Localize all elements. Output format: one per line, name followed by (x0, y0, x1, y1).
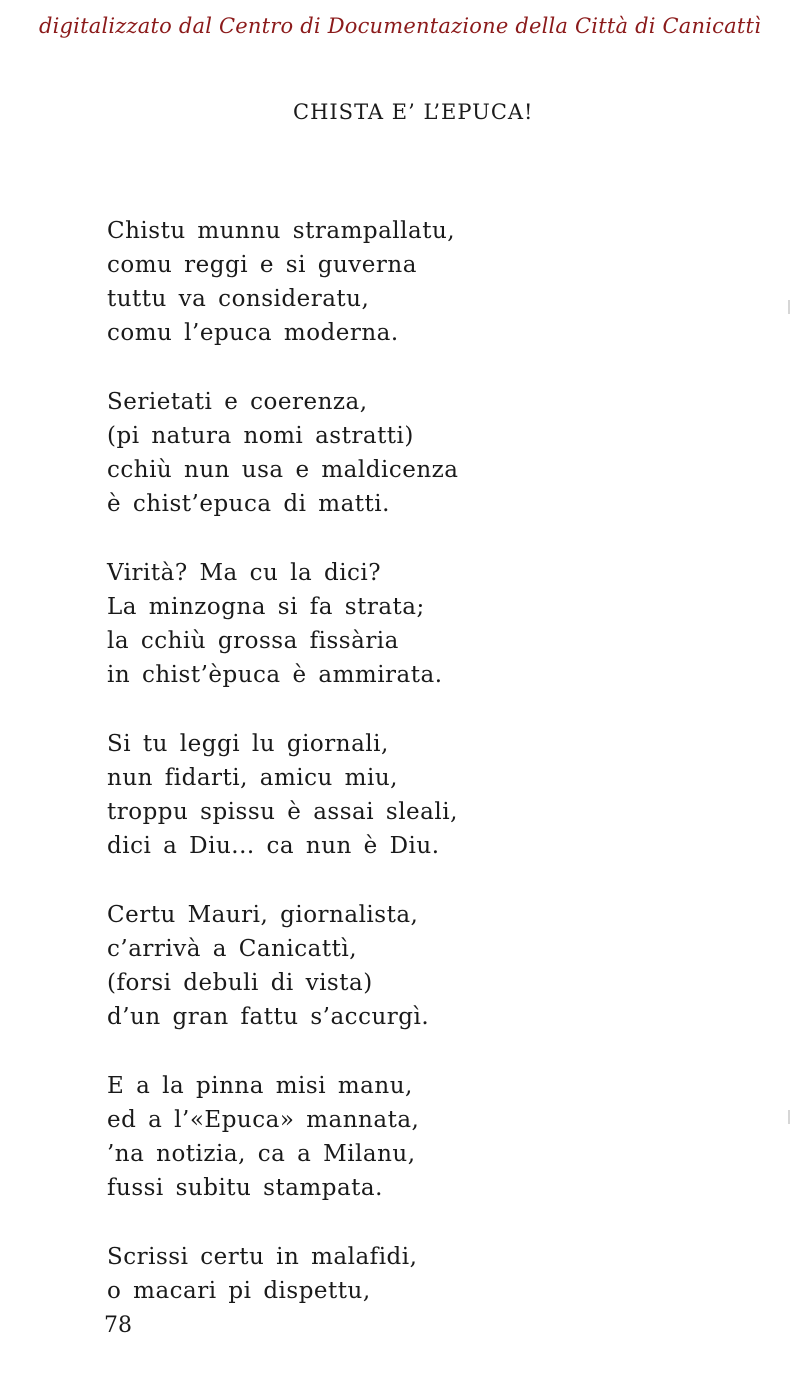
scan-edge-mark (788, 1110, 790, 1124)
poem-body (107, 214, 707, 1343)
stanza (107, 1069, 707, 1205)
poem-line: la cchiù grossa fissària (107, 628, 399, 654)
poem-line: d’un gran fattu s’accurgì. (107, 1004, 430, 1030)
poem-title: CHISTA E’ L’EPUCA! (293, 100, 534, 124)
poem-line: in chist’èpuca è ammirata. (107, 662, 443, 688)
poem-line: o macari pi dispettu, (107, 1278, 371, 1304)
poem-line: dici a Diu... ca nun è Diu. (107, 833, 440, 859)
stanza (107, 385, 707, 521)
poem-line: Serietati e coerenza, (107, 389, 368, 415)
poem-line: Chistu munnu strampallatu, (107, 218, 456, 244)
poem-line: Si tu leggi lu giornali, (107, 731, 389, 757)
poem-line: ’na notizia, ca a Milanu, (107, 1141, 416, 1167)
poem-line: cchiù nun usa e maldicenza (107, 457, 459, 483)
stanza (107, 1240, 707, 1308)
page-number: 78 (104, 1313, 132, 1338)
poem-line: comu reggi e si guverna (107, 252, 417, 278)
poem-line: troppu spissu è assai sleali, (107, 799, 458, 825)
stanza (107, 727, 707, 863)
poem-line: tuttu va consideratu, (107, 286, 370, 312)
stanza (107, 214, 707, 350)
poem-line: Virità? Ma cu la dici? (107, 560, 382, 586)
poem-line: ed a l’«Epuca» mannata, (107, 1107, 420, 1133)
digitization-watermark: digitalizzato dal Centro di Documentazione della Città di Canicattì (38, 14, 762, 38)
poem-line: (pi natura nomi astratti) (107, 423, 414, 449)
poem-line: Certu Mauri, giornalista, (107, 902, 419, 928)
stanza (107, 898, 707, 1034)
stanza (107, 556, 707, 692)
poem-line: Scrissi certu in malafidi, (107, 1244, 418, 1270)
poem-line: nun fidarti, amicu miu, (107, 765, 398, 791)
poem-line: è chist’epuca di matti. (107, 491, 390, 517)
poem-line: fussi subitu stampata. (107, 1175, 383, 1201)
poem-line: La minzogna si fa strata; (107, 594, 425, 620)
poem-line: E a la pinna misi manu, (107, 1073, 413, 1099)
poem-line: c’arrivà a Canicattì, (107, 936, 358, 962)
poem-line: comu l’epuca moderna. (107, 320, 399, 346)
poem-line: (forsi debuli di vista) (107, 970, 373, 996)
scan-edge-mark (788, 300, 790, 314)
